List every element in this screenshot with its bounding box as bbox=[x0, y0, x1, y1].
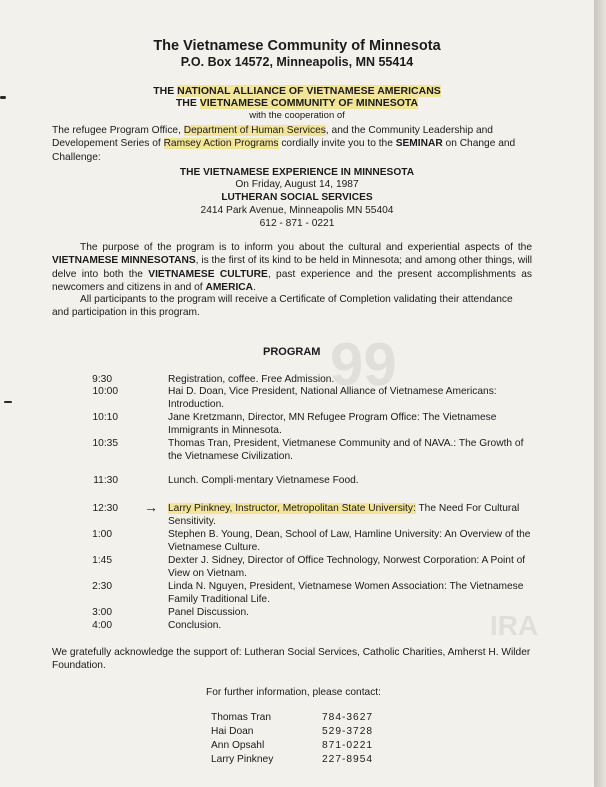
schedule-time: 4:00 bbox=[92, 620, 112, 631]
org-address: P.O. Box 14572, Minneapolis, MN 55414 bbox=[180, 55, 414, 69]
highlighted-text: VIETNAMESE COMMUNITY OF MINNESOTA bbox=[199, 97, 419, 109]
contact-name: Thomas Tran bbox=[211, 712, 272, 723]
event-venue: LUTHERAN SOCIAL SERVICES bbox=[221, 192, 373, 203]
schedule-time: 11:30 bbox=[93, 475, 118, 486]
contact-phone: 784-3627 bbox=[322, 712, 374, 723]
host-line-1: THE NATIONAL ALLIANCE OF VIETNAMESE AMERICANS bbox=[153, 85, 441, 97]
contact-phone: 529-3728 bbox=[322, 726, 374, 737]
schedule-time: 10:10 bbox=[92, 412, 118, 423]
contact-title: For further information, please contact: bbox=[206, 687, 381, 698]
highlighted-text: Ramsey Action Programs bbox=[163, 138, 279, 150]
schedule-item: Conclusion. bbox=[168, 620, 222, 631]
schedule-time: 9:30 bbox=[92, 374, 112, 385]
highlighted-text: NATIONAL ALLIANCE OF VIETNAMESE AMERICANS bbox=[177, 85, 441, 97]
acknowledgement-paragraph: We gratefully acknowledge the support of: Lutheran Social Services, Catholic Charities, Amherst H. Wilder Foundation. bbox=[52, 647, 531, 672]
schedule-item: Registration, coffee. Free Admission. bbox=[168, 374, 335, 385]
schedule-time: 3:00 bbox=[92, 607, 112, 618]
host-line-2: THE VIETNAMESE COMMUNITY OF MINNESOTA bbox=[175, 97, 419, 109]
schedule-time: 10:00 bbox=[92, 386, 118, 397]
contact-phone: 871-0221 bbox=[322, 740, 374, 751]
schedule-item: Stephen B. Young, Dean, School of Law, Hamline University: An Overview of the Vietnamese Culture. bbox=[168, 529, 531, 553]
certificate-paragraph: All participants to the program will receive a Certificate of Completion validating their attendance and participation in this program. bbox=[52, 294, 513, 319]
invitation-paragraph: The refugee Program Office, Department of Human Services, and the Community Leadership and Developement Series of Ramsey Action Programs cordially invite you to the SEMINAR on Change and Challenge: bbox=[52, 125, 516, 163]
event-title: THE VIETNAMESE EXPERIENCE IN MINNESOTA bbox=[179, 167, 415, 178]
schedule-item: Dexter J. Sidney, Director of Office Technology, Norwest Corporation: A Point of View on Vietnam. bbox=[168, 555, 526, 579]
schedule-time: 1:00 bbox=[92, 529, 112, 540]
schedule-time: 10:35 bbox=[92, 438, 118, 449]
highlighted-text: Larry Pinkney, Instructor, Metropolitan State University: bbox=[168, 503, 416, 514]
contact-name: Larry Pinkney bbox=[211, 754, 274, 765]
schedule-item: Linda N. Nguyen, President, Vietnamese Women Association: The Vietnamese Family Traditional Life. bbox=[168, 581, 524, 605]
schedule-item: Lunch. Compli·mentary Vietnamese Food. bbox=[168, 475, 359, 486]
schedule-time: 2:30 bbox=[92, 581, 112, 592]
program-title: PROGRAM bbox=[263, 346, 321, 358]
contact-phone: 227-8954 bbox=[322, 754, 374, 765]
arrow-right-icon: → bbox=[144, 499, 158, 515]
highlighted-text: Department of Human Services bbox=[183, 125, 326, 136]
contact-name: Hai Doan bbox=[211, 726, 254, 737]
event-date: On Friday, August 14, 1987 bbox=[235, 179, 359, 190]
cooperation-line: with the cooperation of bbox=[249, 110, 345, 121]
schedule-time: 12:30 bbox=[92, 503, 118, 514]
show-through-mark: IRA bbox=[490, 610, 539, 641]
event-street: 2414 Park Avenue, Minneapolis MN 55404 bbox=[200, 205, 394, 216]
schedule-item: Thomas Tran, President, Vietmanese Community and of NAVA.: The Growth of the Vietnamese Civilization. bbox=[168, 438, 524, 462]
schedule-item: Larry Pinkney, Instructor, Metropolitan State University: The Need For Cultural Sensitivity. bbox=[168, 503, 520, 527]
schedule-time: 1:45 bbox=[92, 555, 112, 566]
page-edge bbox=[594, 0, 606, 787]
show-through-mark: 99 bbox=[330, 331, 397, 398]
org-name: The Vietnamese Community of Minnesota bbox=[153, 38, 441, 54]
margin-mark bbox=[4, 401, 12, 403]
schedule-item: Jane Kretzmann, Director, MN Refugee Program Office: The Vietnamese Immigrants in Minnesota. bbox=[168, 412, 497, 436]
schedule-item: Hai D. Doan, Vice President, National Alliance of Vietnamese Americans: Introduction. bbox=[168, 386, 497, 410]
event-phone: 612 - 871 - 0221 bbox=[259, 218, 335, 229]
schedule-item: Panel Discussion. bbox=[168, 607, 249, 618]
contact-name: Ann Opsahl bbox=[211, 740, 265, 751]
purpose-paragraph: The purpose of the program is to inform you about the cultural and experiential aspects of the VIETNAMESE MINNESOTANS, is the first of its kind to be held in Minnesota; and among other things, will delve into both the VIETNAMESE CULTURE, past experience and the present accomplishments as newcomers and citizens in and of AMERICA. bbox=[52, 242, 533, 293]
